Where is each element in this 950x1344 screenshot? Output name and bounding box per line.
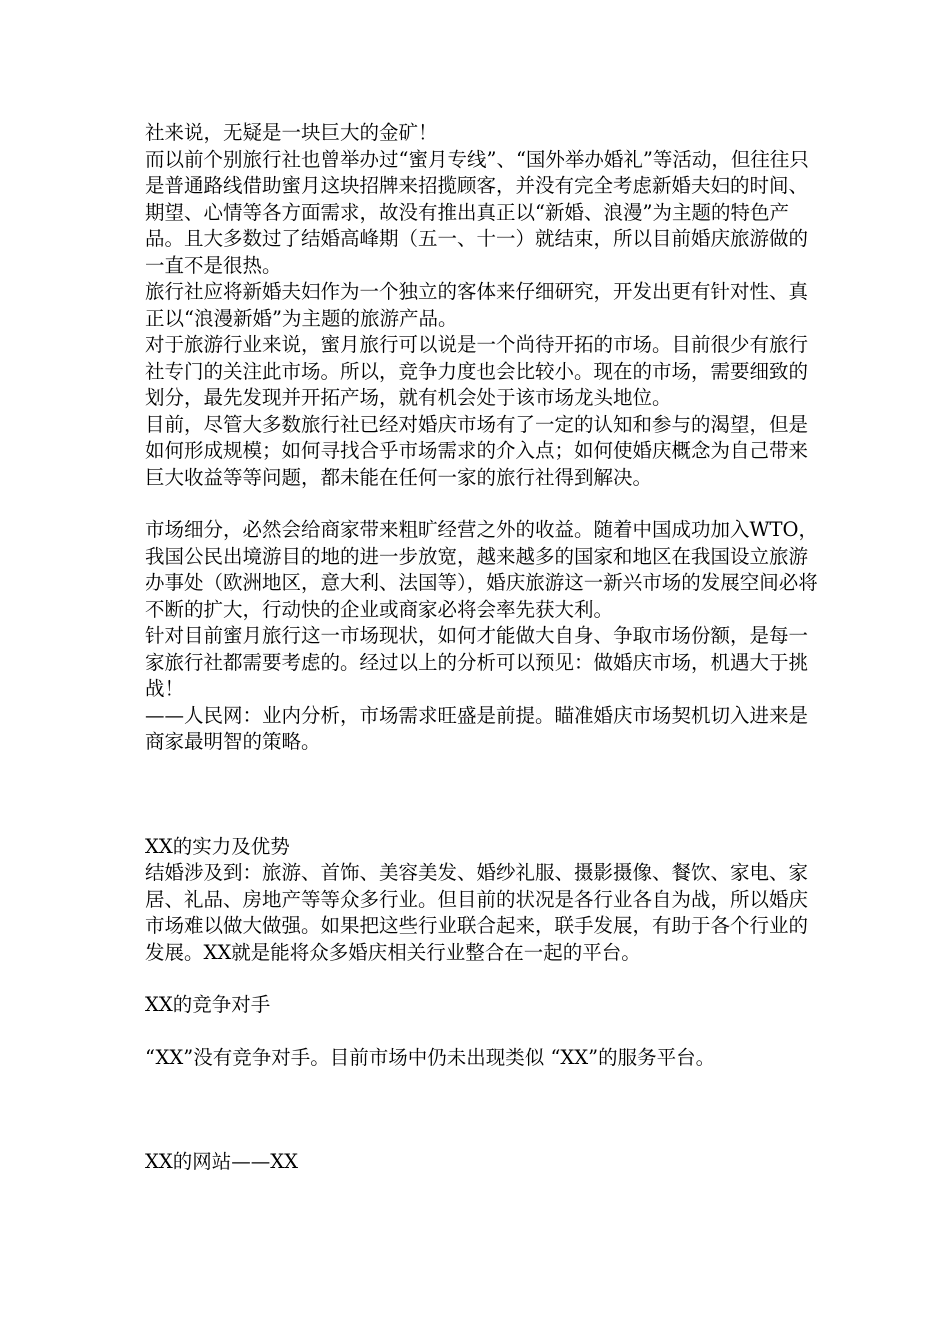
document-body — [145, 120, 825, 1176]
paragraph-7: 针对目前蜜月旅行这一市场现状，如何才能做大自身、争取市场份额，是每一家旅行社都需要考虑的。经过以上的分析可以预见：做婚庆市场，机遇大于挑战！ — [145, 624, 809, 700]
spacer — [145, 756, 825, 834]
paragraph-strength: 结婚涉及到：旅游、首饰、美容美发、婚纱礼服、摄影摄像、餐饮、家电、家居、礼品、房地产等等众多行业。但目前的状况是各行业各自为战，所以婚庆市场难以做大做强。如果把这些行业联合起来，联手发展，有助于各个行业的发展。XX就是能将众多婚庆相关行业整合在一起的平台。 — [145, 861, 809, 964]
paragraph-6: 市场细分，必然会给商家带来粗旷经营之外的收益。随着中国成功加入WTO，我国公民出境游目的地的进一步放宽，越来越多的国家和地区在我国设立旅游办事处（欧洲地区，意大利、法国等），婚庆旅游这一新兴市场的发展空间必将不断的扩大，行动快的企业或商家必将会率先获大利。 — [145, 518, 819, 621]
paragraph-competitors: “XX”没有竞争对手。目前市场中仍未出现类似 “XX”的服务平台。 — [145, 1045, 716, 1069]
paragraph-2: 而以前个别旅行社也曾举办过“蜜月专线”、“国外举办婚礼”等活动，但往往只是普通路线借助蜜月这块招牌来招揽顾客，并没有完全考虑新婚夫妇的时间、期望、心情等各方面需求，故没有推出真正以“新婚、浪漫”为主题的特色产品。且大多数过了结婚高峰期（五一、十一）就结束，所以目前婚庆旅游做的一直不是很热。 — [145, 147, 809, 277]
spacer — [145, 491, 825, 517]
spacer — [145, 966, 825, 992]
quote-paragraph: ——人民网：业内分析，市场需求旺盛是前提。瞄准婚庆市场契机切入进来是商家最明智的策略。 — [145, 703, 809, 753]
spacer — [145, 1071, 825, 1149]
section-heading-competitors: XX的竞争对手 — [145, 993, 271, 1016]
section-heading-strength: XX的实力及优势 — [145, 834, 290, 858]
paragraph-1: 社来说，无疑是一块巨大的金矿！ — [145, 121, 438, 144]
spacer — [145, 1019, 825, 1045]
paragraph-4: 对于旅游行业来说，蜜月旅行可以说是一个尚待开拓的市场。目前很少有旅行社专门的关注此市场。所以，竞争力度也会比较小。现在的市场，需要细致的划分，最先发现并开拓产场，就有机会处于该市场龙头地位。 — [145, 333, 809, 409]
paragraph-3: 旅行社应将新婚夫妇作为一个独立的客体来仔细研究，开发出更有针对性、真正以“浪漫新婚”为主题的旅游产品。 — [145, 280, 809, 330]
section-heading-website: XX的网站——XX — [145, 1150, 299, 1173]
paragraph-5: 目前，尽管大多数旅行社已经对婚庆市场有了一定的认知和参与的渴望，但是如何形成规模；如何寻找合乎市场需求的介入点；如何使婚庆概念为自己带来巨大收益等等问题，都未能在任何一家的旅行社得到解决。 — [145, 412, 809, 489]
